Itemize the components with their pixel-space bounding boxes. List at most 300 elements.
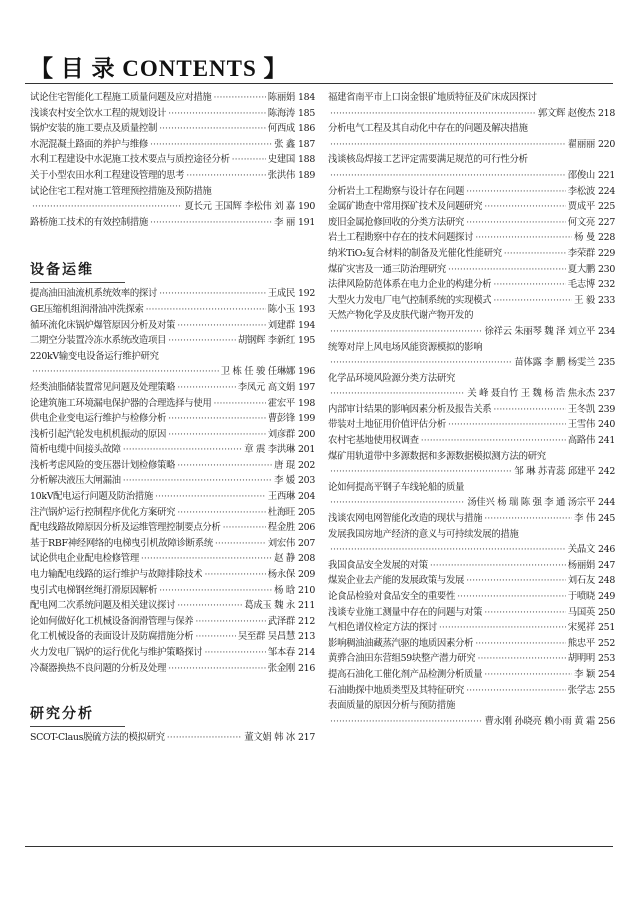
- entry-title: 电力输配电线路的运行维护与故障排除技术: [30, 569, 203, 581]
- toc-entry: [30, 286, 315, 302]
- entry-page: 204: [298, 491, 315, 503]
- entry-title: 浅析引起汽轮发电机机振动的原因: [30, 428, 167, 440]
- entry-page: 224: [598, 185, 615, 197]
- entry-page: 213: [298, 631, 315, 643]
- toc-entry: [30, 427, 315, 443]
- entry-page: 244: [598, 497, 615, 509]
- entry-author: 汤佳兴 杨 瑞 陈 强 李 通 汤宗平: [467, 497, 595, 509]
- toc-entry: [30, 349, 315, 380]
- entry-author: 王成民: [267, 288, 295, 300]
- entry-page: 206: [298, 522, 315, 534]
- entry-page: 191: [298, 216, 315, 228]
- leader-dots: [330, 106, 536, 122]
- entry-title: 10kV配电运行问题及防治措施: [30, 491, 154, 503]
- toc-entry: [30, 168, 315, 184]
- entry-author: 关 峰 聂自竹 王 魏 杨 浩 焦永杰: [467, 388, 595, 400]
- entry-author: 李 伟: [574, 513, 595, 525]
- entry-author: 徐祥云 朱丽琴 魏 泽 刘立平: [484, 325, 595, 337]
- entry-author: 杨永保: [267, 569, 295, 581]
- toc-entry: [30, 520, 315, 536]
- entry-title: 220kV输变电设备运行维护研究: [30, 350, 159, 362]
- entry-author: 胡钢辉 李新红: [237, 335, 295, 347]
- entry-page: 228: [598, 232, 615, 244]
- toc-entry: [30, 333, 315, 349]
- entry-title: 简析电缆中间接头故障: [30, 444, 121, 456]
- toc-entry: [328, 511, 615, 527]
- entry-title: 论如何做好化工机械设备润滑管理与保养: [30, 615, 194, 627]
- toc-entry: [328, 371, 615, 402]
- toc-entry: [328, 184, 615, 200]
- entry-title: 统筹对岸上风电场风能资源模拟的影响: [328, 341, 483, 353]
- entry-author: 邹 琳 苏青蕊 邱建平: [514, 466, 595, 478]
- leader-dots: [214, 90, 266, 106]
- leader-dots: [141, 551, 272, 567]
- leader-dots: [493, 402, 565, 418]
- entry-author: 陈丽娟: [267, 92, 295, 103]
- toc-entry: [30, 184, 315, 215]
- entry-author: 刘建群: [267, 319, 295, 331]
- leader-dots: [215, 536, 266, 552]
- entry-page: 240: [598, 419, 615, 431]
- toc-entry: [328, 449, 615, 480]
- leader-dots: [484, 667, 572, 683]
- toc-entry: [30, 614, 315, 630]
- entry-title: 配电线路故障原因分析及运维管理控制要点分析: [30, 522, 221, 534]
- toc-entry: [328, 246, 615, 262]
- leader-dots: [168, 661, 266, 677]
- entry-author: 杨丽娟: [567, 559, 595, 571]
- leader-dots: [466, 215, 566, 231]
- entry-author: 刘石友: [567, 575, 595, 587]
- toc-entry: [30, 551, 315, 567]
- leader-dots: [484, 605, 565, 621]
- entry-title: 供电企业变电运行维护与检修分析: [30, 413, 167, 425]
- entry-title: 配电网二次系统问题及相关建议探讨: [30, 600, 176, 612]
- toc-entry: [30, 629, 315, 645]
- entry-title: 提高石油化工催化剂产品检测分析质量: [328, 668, 483, 680]
- entry-page: 234: [598, 325, 615, 337]
- entry-author: 陈小玉: [267, 303, 295, 315]
- entry-page: 253: [598, 653, 615, 665]
- entry-page: 195: [298, 335, 315, 347]
- entry-page: 214: [298, 647, 315, 658]
- entry-page: 218: [598, 107, 615, 119]
- toc-entry: [30, 121, 315, 137]
- entry-title: 浅谈核岛焊接工艺评定需要满足规范的可行性分析: [328, 154, 528, 166]
- entry-author: 宋冕祥: [567, 622, 595, 634]
- entry-page: 255: [598, 684, 615, 696]
- contents-header: 【 目 录 CONTENTS 】: [30, 56, 288, 81]
- entry-page: 242: [598, 466, 615, 478]
- entry-page: 251: [598, 622, 615, 634]
- leader-dots: [177, 598, 242, 614]
- entry-author: 李 颖: [574, 668, 595, 680]
- entry-author: 胡明明: [567, 653, 595, 665]
- entry-page: 230: [598, 263, 615, 275]
- toc-entry: [328, 215, 615, 231]
- leader-dots: [32, 199, 182, 215]
- leader-dots: [195, 629, 236, 645]
- entry-title: 浅析考虑风险的变压器计划检修策略: [30, 459, 176, 471]
- toc-entry: [328, 90, 615, 121]
- entry-author: 霍宏平: [267, 397, 295, 409]
- leader-dots: [504, 246, 566, 262]
- leader-dots: [146, 302, 266, 318]
- toc-entry: [30, 396, 315, 412]
- entry-author: 李松波: [567, 185, 595, 197]
- leader-dots: [159, 121, 266, 137]
- entry-page: 232: [598, 279, 615, 291]
- toc-entry: [328, 698, 615, 729]
- entry-author: 曹永刚 孙晓亮 赖小雨 黄 霜: [484, 715, 595, 727]
- entry-title: SCOT-Claus脱硫方法的模拟研究: [30, 732, 165, 744]
- toc-entry: [30, 583, 315, 599]
- entry-page: 227: [598, 216, 615, 228]
- entry-page: 249: [598, 591, 615, 602]
- entry-author: 杜海旺: [267, 506, 295, 518]
- entry-page: 184: [298, 92, 315, 103]
- leader-dots: [150, 137, 272, 153]
- research-entries: [30, 730, 315, 746]
- entry-title: 废旧金属抢修回收的分类方法研究: [328, 216, 465, 228]
- entry-author: 史建国: [267, 154, 295, 166]
- toc-entry: [328, 636, 615, 652]
- entry-page: 193: [298, 303, 315, 315]
- leader-dots: [195, 614, 265, 630]
- entry-author: 李 丽: [274, 216, 295, 228]
- toc-entry: [30, 536, 315, 552]
- leader-dots: [466, 573, 566, 589]
- toc-entry: [30, 90, 315, 106]
- entry-page: 237: [598, 388, 615, 400]
- entry-author: 吴至群 吴昌慧: [237, 631, 295, 643]
- leader-dots: [186, 168, 265, 184]
- leader-dots: [484, 199, 565, 215]
- leader-dots: [477, 651, 565, 667]
- entry-author: 何文亮: [567, 216, 595, 228]
- toc-entry: [328, 121, 615, 152]
- entry-title: 浅谈农网电网智能化改造的现状与措施: [328, 513, 483, 525]
- entry-page: 252: [598, 637, 615, 649]
- entry-title: 金属矿勘查中常用探矿技术及问题研究: [328, 201, 483, 213]
- entry-page: 194: [298, 319, 315, 331]
- entry-title: 大型火力发电厂电气控制系统的实现模式: [328, 294, 492, 306]
- toc-entry: [328, 651, 615, 667]
- entry-author: 高路伟: [567, 435, 595, 447]
- entry-page: 245: [598, 513, 615, 525]
- entry-author: 王冬凯: [567, 403, 595, 415]
- entry-author: 翟丽丽: [567, 138, 595, 150]
- entry-title: 煤矿用轨道带中多源数据和多源数据模拟测方法的研究: [328, 450, 546, 462]
- entry-title: 论食品检验对食品安全的重要性: [328, 591, 456, 602]
- leader-dots: [168, 411, 266, 427]
- entry-title: 内部审计结果的影响因素分析及报告关系: [328, 403, 492, 415]
- entry-title: 论建筑施工环境漏电保护器的合理选择与使用: [30, 397, 212, 409]
- entry-page: 197: [298, 381, 315, 393]
- entry-author: 章 震 李洪琳: [244, 444, 295, 456]
- toc-entry: [30, 567, 315, 583]
- entry-page: 200: [298, 428, 315, 440]
- toc-entry: [328, 417, 615, 433]
- entry-title: 路桥施工技术的有效控制措施: [30, 216, 148, 228]
- toc-entry: [328, 480, 615, 511]
- leader-dots: [421, 433, 566, 449]
- entry-page: 211: [298, 600, 315, 612]
- toc-entry: [30, 411, 315, 427]
- entry-page: 235: [598, 357, 615, 369]
- leader-dots: [177, 318, 266, 334]
- entry-author: 马国英: [567, 606, 595, 618]
- entry-author: 张洪伟: [267, 169, 295, 181]
- entry-title: 法律风险防范体系在电力企业的构建分析: [328, 279, 492, 291]
- entry-author: 夏大鹏: [567, 263, 595, 275]
- leader-dots: [330, 464, 512, 480]
- leader-dots: [150, 215, 272, 231]
- entry-title: 试论住宅智能化工程施工质量问题及应对措施: [30, 92, 212, 103]
- entry-author: 邵俊山: [567, 169, 595, 181]
- entry-page: 201: [298, 444, 315, 456]
- entry-title: 表面质量的原因分析与预防措施: [328, 700, 456, 712]
- entry-title: 影响稠油油藏蒸汽驱的地质因素分析: [328, 637, 474, 649]
- leader-dots: [177, 380, 236, 396]
- entry-author: 刘宏伟: [267, 537, 295, 549]
- entry-page: 233: [598, 294, 615, 306]
- leader-dots: [475, 230, 572, 246]
- toc-entry: [30, 473, 315, 489]
- entry-title: 化学品环境风险源分类方法研究: [328, 372, 456, 384]
- leader-dots: [330, 495, 465, 511]
- entry-page: 248: [598, 575, 615, 587]
- entry-title: 化工机械设备的表面设计及防腐措施分析: [30, 631, 194, 643]
- leader-dots: [223, 520, 266, 536]
- entry-author: 贾成平: [567, 201, 595, 213]
- toc-entry: [328, 573, 615, 589]
- toc-entry: [30, 458, 315, 474]
- toc-entry: [30, 302, 315, 318]
- entry-page: 196: [298, 366, 315, 378]
- entry-title: 锅炉安装的施工要点及质量控制: [30, 123, 158, 135]
- entry-title: 注汽锅炉运行控制程序优化方案研究: [30, 506, 176, 518]
- entry-title: 冷凝器换热不良问题的分析及处理: [30, 662, 167, 674]
- entry-author: 曹彭锋: [267, 413, 295, 425]
- leader-dots: [204, 567, 265, 583]
- leader-dots: [475, 636, 566, 652]
- entry-author: 毛志博: [567, 279, 595, 291]
- entry-author: 郭文辉 赵俊杰: [537, 107, 595, 119]
- toc-entry: [328, 262, 615, 278]
- leader-dots: [430, 558, 566, 574]
- toc-entry: [328, 308, 615, 339]
- toc-entry: [30, 645, 315, 661]
- toc-entry: [30, 489, 315, 505]
- leader-dots: [330, 386, 465, 402]
- header-rule: [25, 83, 613, 84]
- entry-page: 199: [298, 413, 315, 425]
- entry-author: 于喷晓: [567, 591, 595, 602]
- entry-author: 陈海涛: [267, 107, 295, 119]
- entry-author: 张学志: [567, 684, 595, 696]
- leader-dots: [484, 511, 572, 527]
- equipment-entries: [30, 286, 315, 676]
- entry-title: 福建省南平市上口岗金银矿地质特征及矿床成因探讨: [328, 92, 537, 103]
- entry-author: 刘彦群: [267, 428, 295, 440]
- leader-dots: [168, 333, 236, 349]
- entry-title: 岩土工程勘察中存在的技术问题探讨: [328, 232, 474, 244]
- entry-author: 卫 栋 任 骏 任琳娜: [220, 366, 295, 378]
- toc-entry: [328, 527, 615, 558]
- toc-entry: [328, 277, 615, 293]
- entry-author: 邹本春: [267, 647, 295, 658]
- leader-dots: [32, 364, 219, 380]
- entry-title: 浅谈农村安全饮水工程的规划设计: [30, 107, 167, 119]
- entry-title: 火力发电厂锅炉的运行优化与维护策略探讨: [30, 647, 203, 658]
- section-heading-research: 研究分析: [30, 704, 125, 727]
- entry-page: 225: [598, 201, 615, 213]
- leader-dots: [330, 168, 566, 184]
- entry-page: 208: [298, 553, 315, 565]
- entry-author: 关晶文: [567, 544, 595, 556]
- left-column: [30, 90, 315, 746]
- right-column: [328, 90, 615, 729]
- leader-dots: [330, 714, 482, 730]
- entry-author: 杨 曼: [574, 232, 595, 244]
- entry-author: 张 鑫: [274, 138, 295, 150]
- entry-page: 189: [298, 169, 315, 181]
- leader-dots: [214, 396, 266, 412]
- toc-entry: [30, 215, 315, 231]
- entry-title: 分析岩土工程勘察与设计存在问题: [328, 185, 465, 197]
- entry-page: 185: [298, 107, 315, 119]
- entry-title: 纳米TiO₂复合材料的制备及光催化性能研究: [328, 247, 502, 259]
- leader-dots: [123, 473, 272, 489]
- leader-dots: [177, 505, 266, 521]
- entry-page: 216: [298, 662, 315, 674]
- footer-rule: [25, 846, 613, 847]
- toc-entry: [328, 683, 615, 699]
- entry-page: 202: [298, 459, 315, 471]
- toc-entry: [328, 340, 615, 371]
- entry-author: 熊忠平: [567, 637, 595, 649]
- toc-entry: [328, 230, 615, 246]
- toc-entry: [328, 589, 615, 605]
- entry-title: 关于小型农田水利工程建设管理的思考: [30, 169, 185, 181]
- entry-author: 程金胜: [267, 522, 295, 534]
- entry-title: 烃类油脂储装置常见问题及处理策略: [30, 381, 176, 393]
- toc-entry: [328, 667, 615, 683]
- entry-page: 212: [298, 615, 315, 627]
- entry-title: 提高油田油流机系统效率的探讨: [30, 288, 158, 300]
- leader-dots: [330, 542, 566, 558]
- entry-page: 239: [598, 403, 615, 415]
- entry-page: 241: [598, 435, 615, 447]
- leader-dots: [466, 683, 566, 699]
- entry-author: 葛成玉 魏 永: [244, 600, 295, 612]
- entry-author: 王 毅: [574, 294, 595, 306]
- toc-entry: [30, 505, 315, 521]
- entry-title: 试论住宅工程对施工管理预控措施及预防措施: [30, 185, 212, 197]
- entry-title: 浅谈专业施工测量中存在的问题与对策: [328, 606, 483, 618]
- entry-page: 256: [598, 715, 615, 727]
- toc-entry: [328, 402, 615, 418]
- leader-dots: [159, 286, 266, 302]
- entry-author: 赵 静: [274, 553, 295, 565]
- entry-page: 198: [298, 397, 315, 409]
- entry-title: 我国食品安全发展的对策: [328, 559, 428, 571]
- entry-page: 187: [298, 138, 315, 150]
- entry-page: 220: [598, 138, 615, 150]
- toc-entry: [328, 620, 615, 636]
- entry-page: 221: [598, 169, 615, 181]
- entry-title: GE压缩机组润滑油冲洗探索: [30, 303, 144, 315]
- toc-entry: [30, 730, 315, 746]
- entry-page: 217: [298, 732, 315, 744]
- entry-page: 186: [298, 123, 315, 135]
- section-heading-equipment: 设备运维: [30, 260, 125, 283]
- entry-author: 李凤元 高文娟: [237, 381, 295, 393]
- leader-dots: [457, 589, 566, 605]
- entry-author: 张金刚: [267, 662, 295, 674]
- entry-title: 带装对土地征用价值评估分析: [328, 419, 446, 431]
- toc-entry: [328, 152, 615, 183]
- entry-title: 分析解决液压大闸漏油: [30, 475, 121, 487]
- entry-title: 水利工程建设中水泥施工技术要点与质控途径分析: [30, 154, 230, 166]
- entry-title: 煤矿灾害及一通三防治理研究: [328, 263, 446, 275]
- entry-title: 二期空分装置冷冻水系统改造项目: [30, 335, 167, 347]
- entry-author: 武泽群: [267, 615, 295, 627]
- leader-dots: [177, 458, 272, 474]
- leader-dots: [493, 277, 565, 293]
- entry-title: 发展我国房地产经济的意义与可持续发展的措施: [328, 528, 519, 540]
- toc-entry: [328, 605, 615, 621]
- left-top-entries: [30, 90, 315, 230]
- toc-entry: [30, 442, 315, 458]
- entry-page: 254: [598, 668, 615, 680]
- toc-entry: [30, 152, 315, 168]
- entry-author: 何西成: [267, 123, 295, 135]
- entry-author: 王雪伟: [567, 419, 595, 431]
- leader-dots: [448, 417, 566, 433]
- entry-page: 203: [298, 475, 315, 487]
- leader-dots: [123, 442, 242, 458]
- entry-page: 210: [298, 584, 315, 596]
- toc-entry: [30, 661, 315, 677]
- entry-author: 李 媛: [274, 475, 295, 487]
- entry-page: 247: [598, 559, 615, 571]
- entry-title: 水泥混凝土路面的养护与维修: [30, 138, 148, 150]
- leader-dots: [330, 137, 566, 153]
- leader-dots: [168, 106, 266, 122]
- entry-page: 209: [298, 569, 315, 581]
- entry-title: 煤炭企业去产能的发展政策与发展: [328, 575, 465, 587]
- entry-title: 天然产物化学及皮肤代谢产物开发的: [328, 310, 474, 322]
- entry-title: 分析电气工程及其自动化中存在的问题及解决措施: [328, 123, 528, 135]
- entry-title: 农村宅基地使用权调查: [328, 435, 419, 447]
- leader-dots: [466, 184, 566, 200]
- toc-entry: [30, 106, 315, 122]
- toc-entry: [328, 433, 615, 449]
- entry-author: 董文娟 韩 冰: [244, 732, 295, 744]
- entry-title: 试论供电企业配电检修管理: [30, 553, 139, 565]
- leader-dots: [439, 620, 566, 636]
- entry-page: 188: [298, 154, 315, 166]
- toc-entry: [30, 137, 315, 153]
- entry-author: 苗体露 李 鹏 杨雯兰: [514, 357, 595, 369]
- toc-entry: [328, 558, 615, 574]
- leader-dots: [159, 583, 272, 599]
- leader-dots: [493, 293, 572, 309]
- leader-dots: [155, 489, 266, 505]
- entry-author: 李荣群: [567, 247, 595, 259]
